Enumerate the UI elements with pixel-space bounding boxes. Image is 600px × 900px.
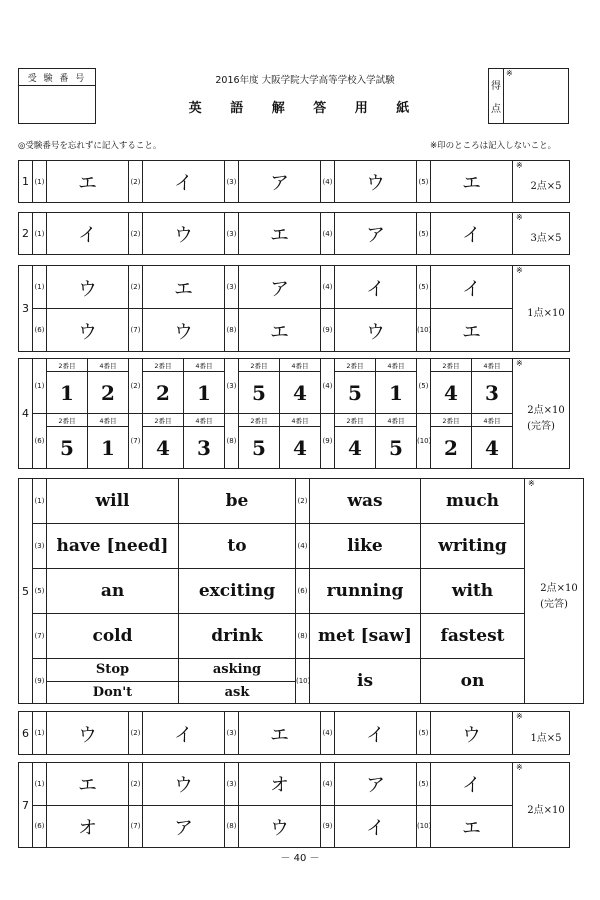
section-3	[18, 265, 570, 352]
question-number: (6)	[33, 309, 47, 352]
answer-cell[interactable]: met [saw]	[310, 614, 421, 659]
order-label-2nd: 2番目	[346, 416, 364, 425]
answer-cell[interactable]: fastest	[421, 614, 525, 659]
order-label-4th: 4番目	[471, 414, 512, 426]
answer-cell[interactable]: have [need]	[47, 524, 179, 569]
answer-2nd: 5	[252, 435, 266, 460]
answer-cell[interactable]: an	[47, 569, 179, 614]
points-cell	[513, 359, 570, 469]
points-value: 1点×5	[530, 732, 562, 744]
answer-4th: 1	[375, 372, 416, 413]
question-number: (7)	[129, 309, 143, 352]
answer-4th: 1	[87, 427, 128, 468]
question-number: (3)	[225, 161, 239, 203]
page-number: － 40 －	[280, 853, 320, 864]
answer-cell[interactable]: ア	[335, 213, 417, 255]
answer-cell[interactable]: running	[310, 569, 421, 614]
answer-cell[interactable]: オ	[239, 763, 321, 806]
answer-2nd: 2	[444, 435, 458, 460]
answer-cell[interactable]: イ	[143, 712, 225, 755]
answer-cell[interactable]: エ	[47, 161, 129, 203]
no-write-mark: ※	[516, 266, 523, 275]
question-number: (1)	[33, 479, 47, 524]
question-number: (9)	[33, 659, 47, 704]
answer-cell[interactable]: exciting	[179, 569, 296, 614]
question-number: (2)	[129, 266, 143, 309]
question-number: (2)	[129, 213, 143, 255]
question-number: (4)	[321, 712, 335, 755]
order-label-4th: 4番目	[183, 414, 224, 426]
answer-4th: 4	[279, 372, 320, 413]
question-number: (8)	[225, 309, 239, 352]
order-label-2nd: 2番目	[250, 361, 268, 370]
question-number: (4)	[321, 266, 335, 309]
answer-cell[interactable]: ウ	[143, 763, 225, 806]
order-label-2nd: 2番目	[442, 361, 460, 370]
question-number: (5)	[417, 266, 431, 309]
answer-2nd: 2	[156, 380, 170, 405]
answer-cell-order[interactable]	[143, 414, 225, 469]
question-number: (8)	[296, 614, 310, 659]
question-number: (3)	[225, 266, 239, 309]
no-write-mark: ※	[528, 479, 535, 488]
answer-2nd: 4	[156, 435, 170, 460]
answer-cell[interactable]: エ	[239, 213, 321, 255]
question-number: (3)	[33, 524, 47, 569]
points-cell	[513, 161, 570, 203]
answer-cell[interactable]: ウ	[143, 309, 225, 352]
order-label-2nd: 2番目	[250, 416, 268, 425]
no-write-mark: ※	[516, 213, 523, 222]
question-number: (10)	[417, 309, 431, 352]
question-number: (7)	[129, 805, 143, 848]
points-value: 2点×10	[527, 405, 565, 416]
answer-cell[interactable]: ウ	[47, 712, 129, 755]
answer-cell[interactable]: エ	[431, 805, 513, 848]
answer-cell[interactable]: ウ	[47, 309, 129, 352]
answer-cell-order[interactable]	[47, 414, 129, 469]
question-number: (4)	[321, 161, 335, 203]
no-write-mark: ※	[516, 763, 523, 772]
answer-cell-order[interactable]	[239, 359, 321, 414]
question-number: (1)	[33, 266, 47, 309]
answer-cell[interactable]: ウ	[143, 213, 225, 255]
question-number: (1)	[33, 359, 47, 414]
order-label-4th: 4番目	[87, 414, 128, 426]
answer-cell[interactable]: on	[421, 659, 525, 704]
answer-cell[interactable]: イ	[47, 213, 129, 255]
section-number: 5	[19, 479, 33, 704]
answer-cell[interactable]: be	[179, 479, 296, 524]
answer-cell[interactable]: イ	[335, 805, 417, 848]
question-number: (2)	[129, 712, 143, 755]
note-left: ◎受験番号を忘れずに記入すること。	[18, 141, 162, 151]
answer-cell[interactable]: イ	[431, 213, 513, 255]
answer-cell[interactable]: オ	[47, 805, 129, 848]
answer-cell[interactable]: cold	[47, 614, 179, 659]
score-box	[488, 68, 569, 124]
answer-cell-order[interactable]	[47, 359, 129, 414]
answer-4th: 4	[471, 427, 512, 468]
question-number: (5)	[417, 712, 431, 755]
answer-cell-order[interactable]	[431, 414, 513, 469]
points-value: 2点×10	[527, 804, 565, 816]
question-number: (3)	[225, 359, 239, 414]
answer-cell[interactable]: ア	[239, 266, 321, 309]
question-number: (4)	[321, 213, 335, 255]
answer-cell[interactable]: will	[47, 479, 179, 524]
answer-word: asking	[212, 662, 262, 678]
question-number: (1)	[33, 712, 47, 755]
answer-cell[interactable]: is	[310, 659, 421, 704]
section-number: 4	[19, 359, 33, 469]
question-number: (5)	[417, 359, 431, 414]
question-number: (5)	[33, 569, 47, 614]
answer-2nd: 4	[444, 380, 458, 405]
answer-cell[interactable]: ウ	[335, 161, 417, 203]
question-number: (2)	[129, 763, 143, 806]
answer-cell-split[interactable]	[47, 659, 179, 704]
question-number: (4)	[321, 359, 335, 414]
question-number: (4)	[296, 524, 310, 569]
answer-cell[interactable]: イ	[335, 266, 417, 309]
answer-cell[interactable]: エ	[47, 763, 129, 806]
points-value: 2点×10	[540, 582, 578, 594]
answer-cell[interactable]: like	[310, 524, 421, 569]
question-number: (8)	[225, 414, 239, 469]
answer-cell[interactable]: ア	[143, 805, 225, 848]
question-number: (5)	[417, 763, 431, 806]
answer-cell[interactable]: イ	[143, 161, 225, 203]
answer-word: Stop	[95, 662, 130, 678]
question-number: (6)	[33, 805, 47, 848]
answer-cell[interactable]: ウ	[239, 805, 321, 848]
order-label-4th: 4番目	[375, 359, 416, 371]
answer-cell[interactable]: ウ	[335, 309, 417, 352]
answer-cell-order[interactable]	[239, 414, 321, 469]
answer-cell[interactable]: エ	[239, 309, 321, 352]
no-write-mark: ※	[516, 712, 523, 721]
answer-cell[interactable]: writing	[421, 524, 525, 569]
question-number: (3)	[225, 712, 239, 755]
question-number: (5)	[417, 161, 431, 203]
exam-number-box	[18, 68, 96, 124]
section-5	[18, 478, 584, 704]
exam-title: 2016年度 大阪学院大学高等学校入学試験	[215, 75, 395, 86]
score-label-1: 得	[491, 81, 501, 92]
answer-2nd: 5	[252, 380, 266, 405]
section-7	[18, 762, 570, 848]
section-1	[18, 160, 570, 203]
answer-cell[interactable]: ウ	[431, 712, 513, 755]
answer-4th: 5	[375, 427, 416, 468]
section-number: 6	[19, 712, 33, 755]
section-6	[18, 711, 570, 755]
answer-cell-order[interactable]	[431, 359, 513, 414]
question-number: (7)	[129, 414, 143, 469]
points-cell	[513, 712, 570, 755]
answer-cell[interactable]: エ	[143, 266, 225, 309]
answer-cell[interactable]: イ	[335, 712, 417, 755]
answer-cell[interactable]: to	[179, 524, 296, 569]
question-number: (8)	[225, 805, 239, 848]
answer-cell-order[interactable]	[143, 359, 225, 414]
section-4	[18, 358, 570, 469]
question-number: (9)	[321, 805, 335, 848]
answer-cell[interactable]: エ	[431, 161, 513, 203]
answer-2nd: 4	[348, 435, 362, 460]
answer-cell[interactable]: ウ	[47, 266, 129, 309]
question-number: (9)	[321, 309, 335, 352]
question-number: (6)	[296, 569, 310, 614]
order-label-2nd: 2番目	[154, 361, 172, 370]
section-number: 7	[19, 763, 33, 848]
points-value: 3点×5	[530, 233, 562, 244]
no-write-mark: ※	[516, 359, 523, 368]
answer-2nd: 5	[348, 380, 362, 405]
order-label-4th: 4番目	[279, 359, 320, 371]
score-mark: ※	[506, 69, 513, 78]
order-label-2nd: 2番目	[58, 361, 76, 370]
points-note: (完答)	[527, 421, 555, 432]
question-number: (7)	[33, 614, 47, 659]
answer-4th: 1	[183, 372, 224, 413]
answer-cell[interactable]: with	[421, 569, 525, 614]
question-number: (1)	[33, 161, 47, 203]
question-number: (3)	[225, 763, 239, 806]
question-number: (2)	[129, 359, 143, 414]
answer-4th: 3	[471, 372, 512, 413]
answer-word: ask	[179, 681, 295, 704]
section-number: 1	[19, 161, 33, 203]
points-cell	[513, 763, 570, 848]
question-number: (3)	[225, 213, 239, 255]
question-number: (2)	[296, 479, 310, 524]
answer-cell[interactable]: drink	[179, 614, 296, 659]
answer-2nd: 5	[60, 435, 74, 460]
question-number: (6)	[33, 414, 47, 469]
answer-4th: 3	[183, 427, 224, 468]
section-2	[18, 212, 570, 255]
no-write-mark: ※	[516, 161, 523, 170]
note-right: ※印のところは記入しないこと。	[430, 141, 557, 151]
points-cell	[513, 213, 570, 255]
order-label-4th: 4番目	[183, 359, 224, 371]
order-label-4th: 4番目	[87, 359, 128, 371]
answer-cell[interactable]: イ	[431, 266, 513, 309]
answer-word: Don't	[47, 681, 178, 704]
question-number: (4)	[321, 763, 335, 806]
order-label-4th: 4番目	[471, 359, 512, 371]
question-number: (2)	[129, 161, 143, 203]
order-label-4th: 4番目	[279, 414, 320, 426]
order-label-2nd: 2番目	[346, 361, 364, 370]
answer-cell[interactable]: much	[421, 479, 525, 524]
question-number: (9)	[321, 414, 335, 469]
order-label-2nd: 2番目	[442, 416, 460, 425]
answer-cell[interactable]: ア	[335, 763, 417, 806]
answer-4th: 4	[279, 427, 320, 468]
points-cell	[513, 266, 570, 352]
section-number: 2	[19, 213, 33, 255]
answer-cell-order[interactable]	[335, 414, 417, 469]
exam-number-field[interactable]	[19, 86, 95, 124]
section-number: 3	[19, 266, 33, 352]
answer-cell[interactable]: was	[310, 479, 421, 524]
answer-cell[interactable]: エ	[239, 712, 321, 755]
question-number: (10)	[417, 414, 431, 469]
exam-number-label: 受 験 番 号	[19, 69, 95, 86]
answer-cell[interactable]: イ	[431, 763, 513, 806]
points-value: 2点×5	[530, 181, 562, 192]
question-number: (1)	[33, 763, 47, 806]
question-number: (10)	[417, 805, 431, 848]
order-label-4th: 4番目	[375, 414, 416, 426]
points-cell	[525, 479, 584, 704]
order-label-2nd: 2番目	[154, 416, 172, 425]
answer-cell-split[interactable]	[179, 659, 296, 704]
answer-cell[interactable]: ア	[239, 161, 321, 203]
answer-4th: 2	[87, 372, 128, 413]
question-number: (1)	[33, 213, 47, 255]
order-label-2nd: 2番目	[58, 416, 76, 425]
answer-cell[interactable]: エ	[431, 309, 513, 352]
points-note: (完答)	[540, 598, 568, 610]
answer-2nd: 1	[60, 380, 74, 405]
question-number: (5)	[417, 213, 431, 255]
question-number: (10)	[296, 659, 310, 704]
answer-cell-order[interactable]	[335, 359, 417, 414]
score-label-2: 点	[491, 104, 501, 115]
sheet-title: 英 語 解 答 用 紙	[188, 100, 422, 116]
points-value: 1点×10	[527, 308, 565, 319]
